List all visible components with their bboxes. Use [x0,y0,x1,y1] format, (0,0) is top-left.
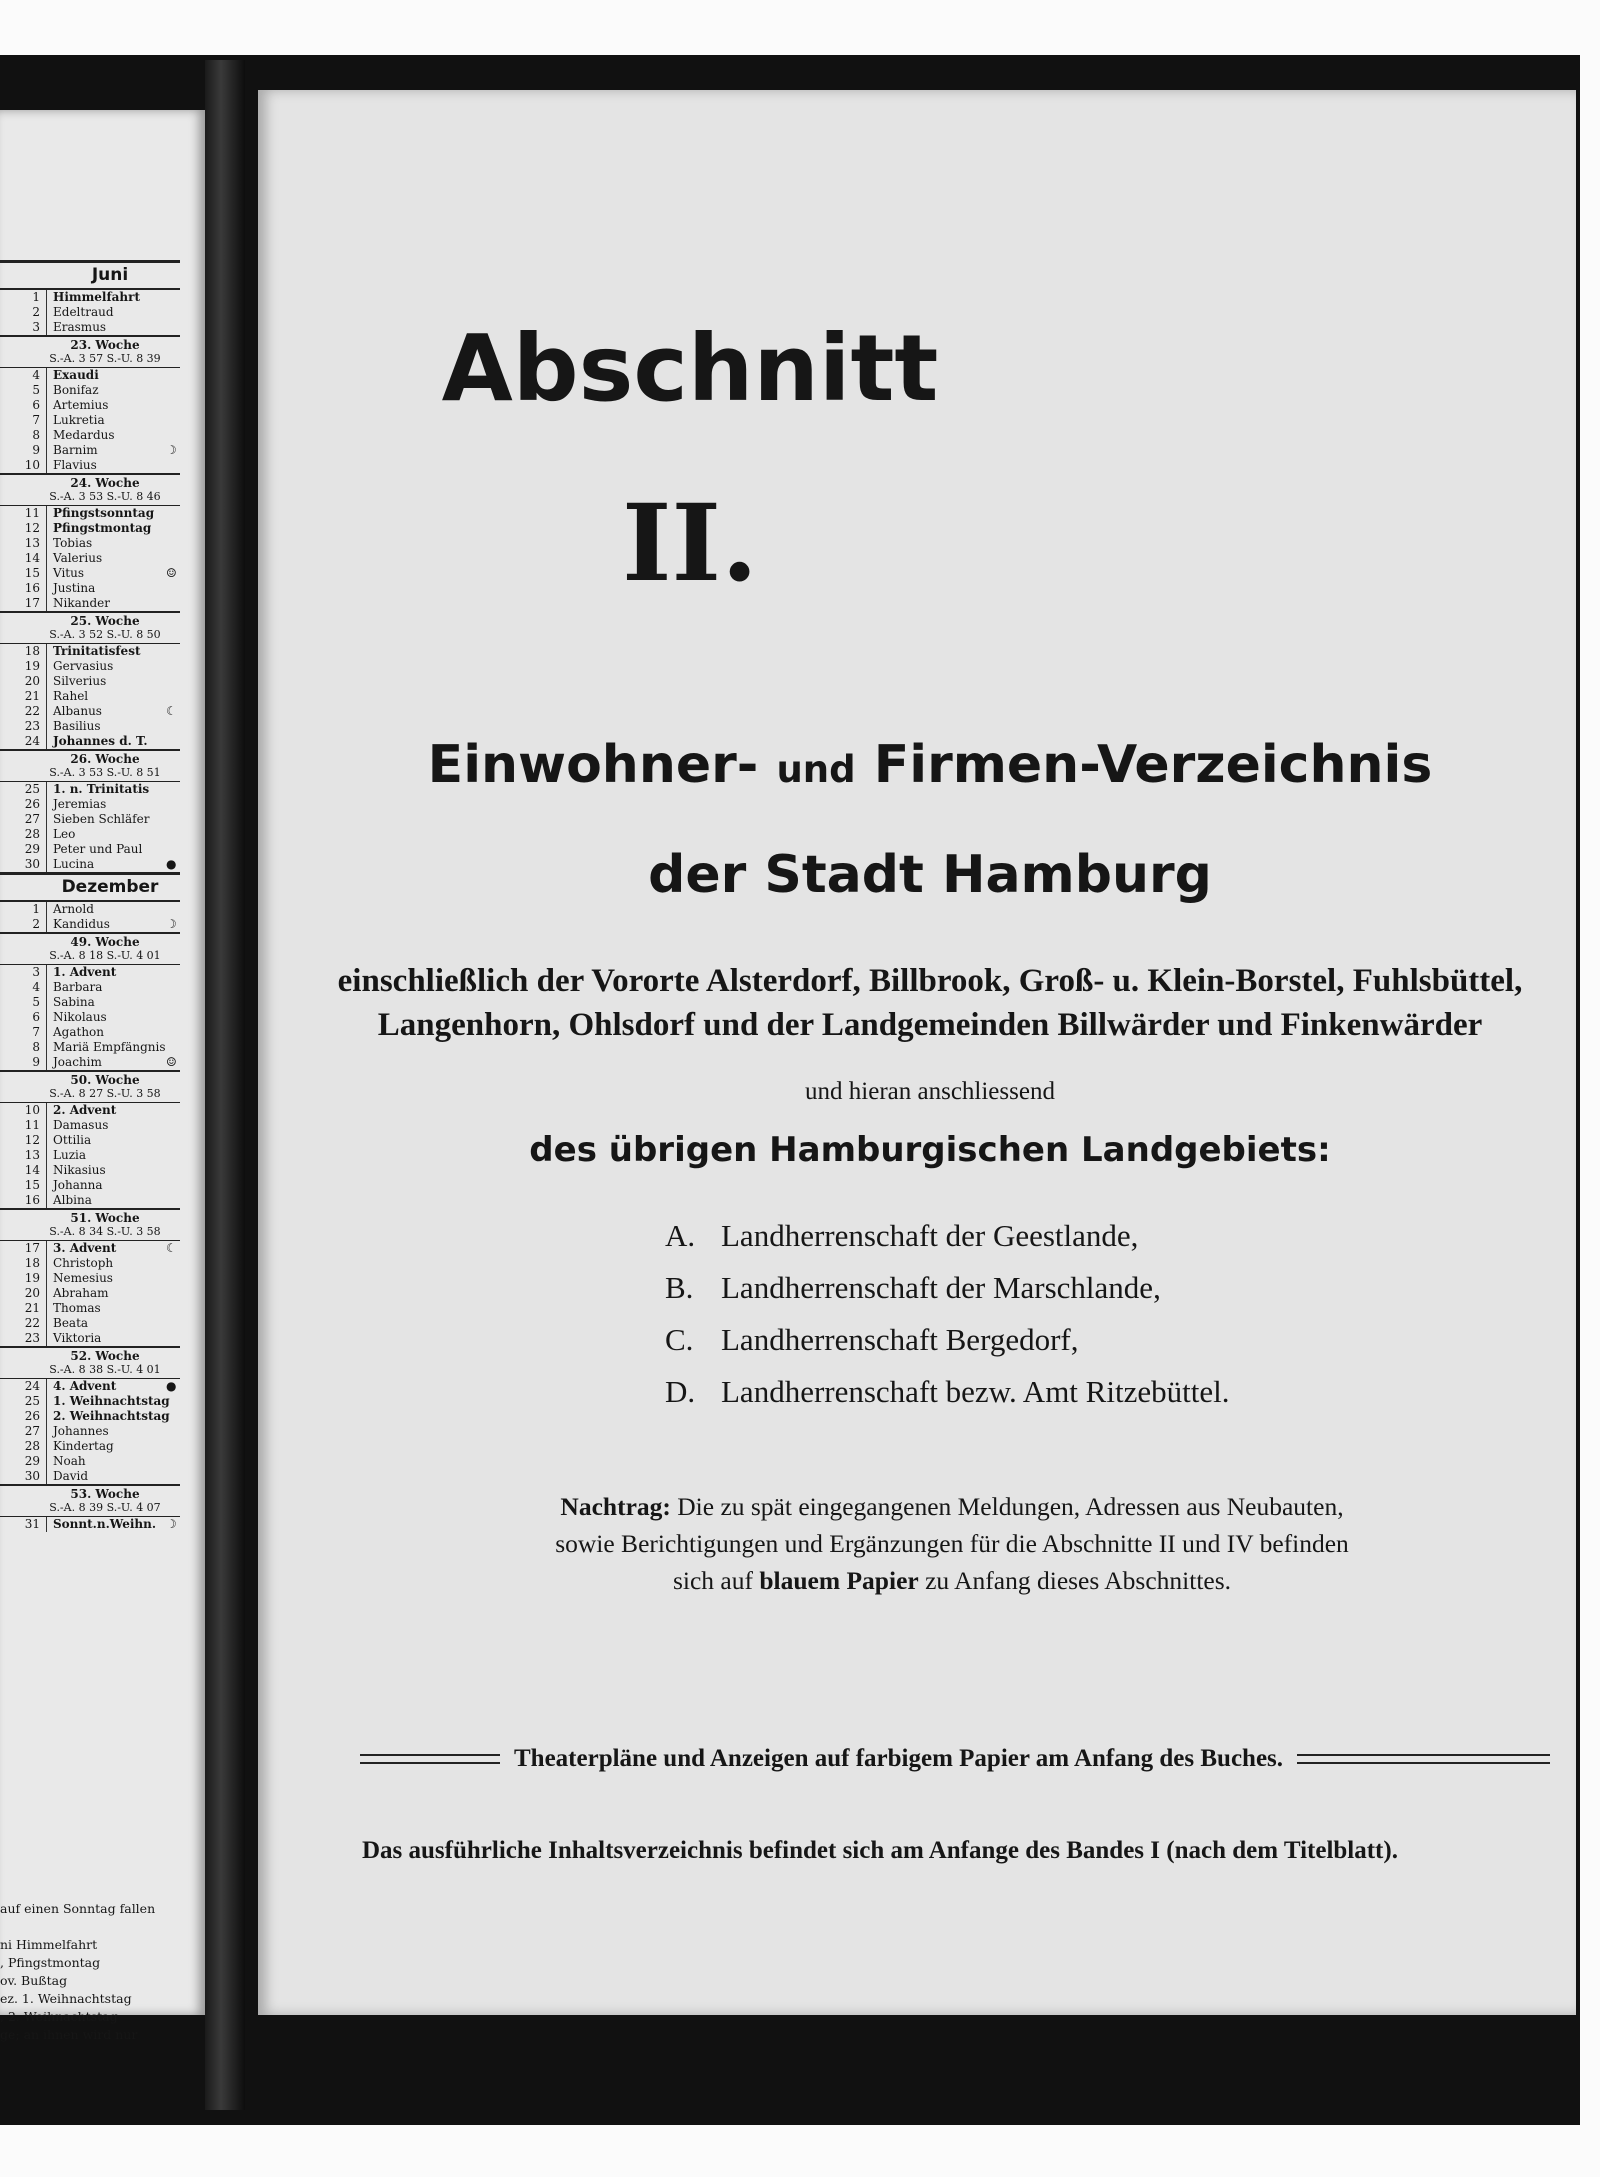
calendar-day-row [0,917,180,932]
moon-phase-icon: ● [166,857,177,871]
day-number: 19 [0,1271,47,1286]
day-name: Edeltraud [53,305,114,319]
day-name: 2. Weihnachtstag [53,1409,170,1423]
calendar-day-row [0,1301,180,1316]
day-number: 8 [0,1040,47,1055]
day-number: 21 [0,1301,47,1316]
calendar-day-row [0,1118,180,1133]
calendar-day-row [0,659,180,674]
week-49 [0,932,180,965]
week-label: 24. Woche [70,476,140,490]
day-number: 17 [0,596,47,611]
moon-phase-icon: ● [166,1379,177,1393]
week-50 [0,1070,180,1103]
day-name: Johanna [53,1178,103,1192]
day-name: 1. Advent [53,965,117,979]
day-number: 14 [0,1163,47,1178]
week-label: 26. Woche [70,752,140,766]
week-label: 50. Woche [70,1073,140,1087]
day-number: 2 [0,305,47,320]
day-name: Luzia [53,1148,87,1162]
day-number: 2 [0,917,47,932]
week-label: 25. Woche [70,614,140,628]
day-number: 23 [0,719,47,734]
day-name: Justina [53,581,96,595]
day-number: 3 [0,965,47,980]
calendar-day-row [0,1055,180,1070]
calendar [0,260,180,1532]
moon-phase-icon: ☾ [166,704,177,718]
directory-heading-city: der Stadt Hamburg [648,845,1212,905]
day-name: Barnim [53,443,98,457]
day-number: 27 [0,812,47,827]
calendar-day-row [0,458,180,473]
calendar-day-row [0,704,180,719]
sun-times: S.-A. 8 18 S.-U. 4 01 [49,949,161,962]
supplement-line-3 [462,1562,1442,1599]
week-51 [0,1208,180,1241]
calendar-day-row [0,857,180,872]
day-name: Thomas [53,1301,101,1315]
day-name: Kandidus [53,917,110,931]
sun-times: S.-A. 3 52 S.-U. 8 50 [49,628,161,641]
connector-text: und hieran anschliessend [805,1078,1055,1105]
days-w49 [0,965,180,1070]
day-number: 20 [0,674,47,689]
district-letter: A. [665,1218,696,1253]
calendar-day-row [0,842,180,857]
day-name: Nemesius [53,1271,113,1285]
calendar-day-row [0,1241,180,1256]
day-name: Sieben Schläfer [53,812,150,826]
day-number: 29 [0,842,47,857]
sun-times: S.-A. 3 53 S.-U. 8 46 [49,490,161,503]
calendar-day-row [0,1331,180,1346]
day-name: Mariä Empfängnis [53,1040,166,1054]
calendar-day-row [0,734,180,749]
district-item [665,1314,1229,1366]
day-name: Erasmus [53,320,107,334]
district-name: Landherrenschaft der Marschlande, [721,1270,1161,1305]
day-name: 3. Advent [53,1241,117,1255]
day-number: 6 [0,398,47,413]
week-25 [0,611,180,644]
day-number: 4 [0,368,47,383]
day-name: Bonifaz [53,383,99,397]
heading-und: und [776,748,856,791]
day-number: 5 [0,383,47,398]
day-number: 23 [0,1331,47,1346]
day-number: 6 [0,1010,47,1025]
calendar-day-row [0,1394,180,1409]
calendar-day-row [0,428,180,443]
calendar-day-row [0,812,180,827]
day-name: Pfingstsonntag [53,506,155,520]
day-number: 29 [0,1454,47,1469]
day-number: 16 [0,1193,47,1208]
theater-text: Theaterpläne und Anzeigen auf farbigem Papier am Anfang des Buches. [514,1745,1284,1772]
day-number: 24 [0,1379,47,1394]
contents-note: Das ausführliche Inhaltsverzeichnis befindet sich am Anfange des Bandes I (nach dem Titelblatt). [362,1837,1398,1864]
week-label: 49. Woche [70,935,140,949]
day-number: 11 [0,1118,47,1133]
day-number: 7 [0,1025,47,1040]
day-name: Nikander [53,596,111,610]
day-number: 15 [0,566,47,581]
day-number: 17 [0,1241,47,1256]
district-item [665,1210,1229,1262]
calendar-day-row [0,1103,180,1118]
sun-times: S.-A. 8 27 S.-U. 3 58 [49,1087,161,1100]
calendar-day-row [0,782,180,797]
district-item [665,1366,1229,1418]
day-name: 2. Advent [53,1103,117,1117]
day-number: 15 [0,1178,47,1193]
calendar-day-row [0,1256,180,1271]
days-dec-top [0,902,180,932]
includes-line-2: Langenhorn, Ohlsdorf und der Landgemeinden Billwärder und Finkenwärder [377,1007,1483,1043]
calendar-day-row [0,1379,180,1394]
calendar-day-row [0,290,180,305]
day-name: Pfingstmontag [53,521,152,535]
day-name: Basilius [53,719,101,733]
day-name: Himmelfahrt [53,290,141,304]
day-name: Johannes d. T. [53,734,148,748]
day-name: Nikolaus [53,1010,107,1024]
moon-phase-icon: ☽ [166,1517,177,1531]
day-number: 1 [0,902,47,917]
week-label: 23. Woche [70,338,140,352]
day-name: 4. Advent [53,1379,117,1393]
page-title: Abschnitt [441,315,939,422]
day-name: Trinitatisfest [53,644,141,658]
calendar-day-row [0,1316,180,1331]
calendar-day-row [0,1163,180,1178]
calendar-day-row [0,1010,180,1025]
calendar-day-row [0,1040,180,1055]
calendar-day-row [0,443,180,458]
day-name: Medardus [53,428,115,442]
calendar-day-row [0,995,180,1010]
day-name: Rahel [53,689,89,703]
double-rule-left [360,1754,500,1764]
directory-heading [290,735,1570,795]
calendar-footnote [0,1900,200,2044]
sun-times: S.-A. 3 53 S.-U. 8 51 [49,766,161,779]
week-label: 52. Woche [70,1349,140,1363]
days-w26 [0,782,180,872]
includes-line-1: einschließlich der Vororte Alsterdorf, Billbrook, Groß- u. Klein-Borstel, Fuhlsbüttel, [337,963,1523,999]
day-name: Ottilia [53,1133,92,1147]
day-number: 26 [0,1409,47,1424]
day-name: Vitus [53,566,85,580]
day-name: Johannes [53,1424,109,1438]
day-name: Abraham [53,1286,109,1300]
district-letter: C. [665,1322,694,1357]
double-rule-right [1297,1754,1550,1764]
day-name: Arnold [53,902,94,916]
day-name: Albanus [53,704,102,718]
calendar-day-row [0,1193,180,1208]
day-number: 28 [0,827,47,842]
day-name: Joachim [53,1055,102,1069]
footnote-line: ez. 1. Weihnachtstag [0,1991,132,2006]
footnote-line: ov. Bußtag [0,1973,68,1988]
day-number: 20 [0,1286,47,1301]
calendar-day-row [0,1178,180,1193]
calendar-day-row [0,689,180,704]
day-name: Agathon [53,1025,105,1039]
moon-phase-icon: ☾ [166,1241,177,1255]
day-number: 18 [0,1256,47,1271]
day-name: David [53,1469,89,1483]
day-name: Noah [53,1454,86,1468]
theater-note [360,1745,1550,1773]
day-number: 30 [0,1469,47,1484]
day-number: 22 [0,704,47,719]
footnote-line: , 2. Weihnachtstag [0,2009,118,2024]
day-number: 26 [0,797,47,812]
calendar-day-row [0,1424,180,1439]
day-number: 7 [0,413,47,428]
supplement-line-2: sowie Berichtigungen und Ergänzungen für die Abschnitte II und IV befinden [555,1529,1349,1558]
days-w52 [0,1379,180,1484]
day-name: Sabina [53,995,95,1009]
calendar-day-row [0,1025,180,1040]
day-number: 30 [0,857,47,872]
day-number: 5 [0,995,47,1010]
scan-margin-top [0,0,1600,55]
week-52 [0,1346,180,1379]
day-number: 28 [0,1439,47,1454]
day-number: 10 [0,1103,47,1118]
day-name: Leo [53,827,76,841]
day-number: 14 [0,551,47,566]
day-number: 13 [0,536,47,551]
calendar-month-december: Dezember [0,872,180,902]
supplement-text-3c: zu Anfang dieses Abschnittes. [918,1566,1232,1595]
day-number: 27 [0,1424,47,1439]
day-name: Damasus [53,1118,109,1132]
supplement-note [462,1488,1442,1599]
day-number: 19 [0,659,47,674]
footnote-line: ni Himmelfahrt [0,1937,98,1952]
day-name: Lucina [53,857,95,871]
sun-times: S.-A. 3 57 S.-U. 8 39 [49,352,161,365]
calendar-day-row [0,965,180,980]
moon-phase-icon: ☺ [166,566,177,580]
sun-times: S.-A. 8 39 S.-U. 4 07 [49,1501,161,1514]
day-number: 18 [0,644,47,659]
day-number: 3 [0,320,47,335]
supplement-line-1 [462,1488,1442,1525]
footnote-line: auf einen Sonntag fallen [0,1901,156,1916]
day-name: Artemius [53,398,109,412]
day-name: Christoph [53,1256,114,1270]
district-name: Landherrenschaft der Geestlande, [721,1218,1139,1253]
day-number: 12 [0,1133,47,1148]
calendar-day-row [0,1439,180,1454]
district-name: Landherrenschaft Bergedorf, [721,1322,1079,1357]
supplement-text-1: Die zu spät eingegangenen Meldungen, Adressen aus Neubauten, [670,1492,1344,1521]
sun-times: S.-A. 8 38 S.-U. 4 01 [49,1363,161,1376]
week-label: 53. Woche [70,1487,140,1501]
supplement-blue-paper: blauem Papier [759,1566,919,1595]
calendar-day-row [0,644,180,659]
day-number: 4 [0,980,47,995]
day-name: Tobias [53,536,93,550]
day-name: Silverius [53,674,107,688]
week-label: 51. Woche [70,1211,140,1225]
day-name: Kindertag [53,1439,114,1453]
sun-times: S.-A. 8 34 S.-U. 3 58 [49,1225,161,1238]
footnote-line [0,1918,200,1936]
day-name: Beata [53,1316,89,1330]
day-name: Peter und Paul [53,842,143,856]
day-name: Exaudi [53,368,99,382]
days-w25 [0,644,180,749]
day-name: Viktoria [53,1331,102,1345]
heading-part-1: Einwohner- [427,735,759,795]
day-name: Gervasius [53,659,114,673]
calendar-day-row [0,719,180,734]
day-name: Jeremias [53,797,107,811]
day-name: Barbara [53,980,103,994]
calendar-day-row [0,1517,180,1532]
calendar-day-row [0,902,180,917]
days-w53 [0,1517,180,1532]
calendar-day-row [0,1469,180,1484]
scan-margin-right [1580,0,1600,2177]
calendar-day-row [0,980,180,995]
calendar-day-row [0,1148,180,1163]
day-number: 21 [0,689,47,704]
day-number: 12 [0,521,47,536]
calendar-day-row [0,1409,180,1424]
district-list [665,1210,1229,1418]
calendar-day-row [0,674,180,689]
day-name: Flavius [53,458,97,472]
footnote-line: , Pfingstmontag [0,1955,101,1970]
supplement-text-3a: sich auf [672,1566,760,1595]
day-number: 8 [0,428,47,443]
calendar-month-june: Juni [0,260,180,290]
day-name: Albina [53,1193,92,1207]
day-number: 16 [0,581,47,596]
day-number: 1 [0,290,47,305]
day-name: Lukretia [53,413,105,427]
moon-phase-icon: ☽ [166,917,177,931]
landgebiet-heading: des übrigen Hamburgischen Landgebiets: [529,1130,1331,1170]
day-number: 9 [0,1055,47,1070]
calendar-day-row [0,1454,180,1469]
moon-phase-icon: ☺ [166,1055,177,1069]
calendar-day-row [0,1271,180,1286]
day-number: 13 [0,1148,47,1163]
day-number: 11 [0,506,47,521]
moon-phase-icon: ☽ [166,443,177,457]
day-number: 31 [0,1517,47,1532]
calendar-day-row [0,797,180,812]
days-w50 [0,1103,180,1208]
footnote-line: ge; an ihnen wird nur [0,2027,138,2042]
day-name: Valerius [53,551,103,565]
district-name: Landherrenschaft bezw. Amt Ritzebüttel. [721,1374,1230,1409]
calendar-day-row [0,827,180,842]
day-number: 24 [0,734,47,749]
week-53 [0,1484,180,1517]
day-name: Nikasius [53,1163,106,1177]
supplement-label: Nachtrag: [560,1492,671,1521]
heading-part-2: Firmen-Verzeichnis [873,735,1433,795]
day-number: 25 [0,1394,47,1409]
scan-margin-bottom [0,2125,1600,2177]
district-letter: D. [665,1374,696,1409]
day-name: 1. n. Trinitatis [53,782,150,796]
day-name: 1. Weihnachtstag [53,1394,170,1408]
district-letter: B. [665,1270,694,1305]
day-number: 22 [0,1316,47,1331]
district-item [665,1262,1229,1314]
calendar-day-row [0,1133,180,1148]
day-name: Sonnt.n.Weihn. [53,1517,157,1531]
day-number: 25 [0,782,47,797]
section-number: II. [621,480,759,605]
week-26 [0,749,180,782]
calendar-day-row [0,1286,180,1301]
days-w51 [0,1241,180,1346]
day-number: 9 [0,443,47,458]
day-number: 10 [0,458,47,473]
